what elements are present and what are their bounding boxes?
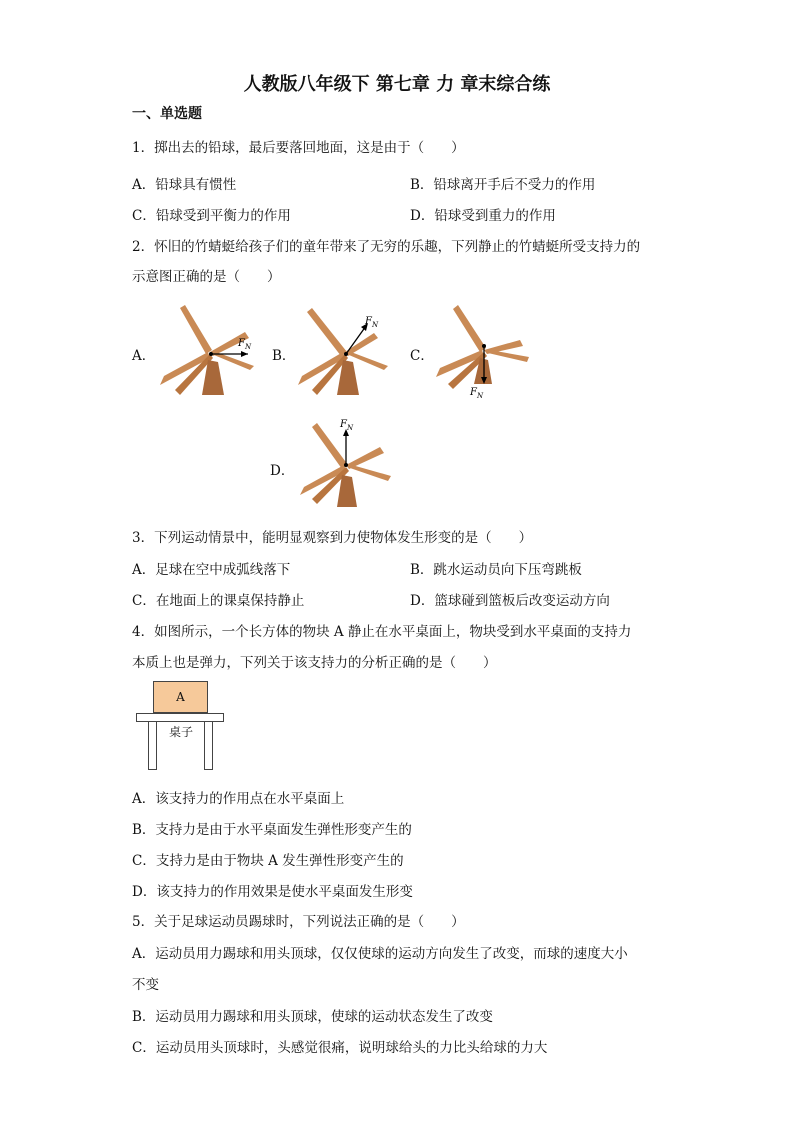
q3-option-c: C．在地面上的课桌保持静止 [132, 593, 305, 609]
dragonfly-figure-d [292, 415, 412, 515]
q1-option-a: A．铅球具有惯性 [132, 177, 237, 193]
q5-option-c: C．运动员用头顶球时，头感觉很痛，说明球给头的力比头给球的力大 [132, 1040, 548, 1056]
q2-stem-line2: 示意图正确的是（ ） [132, 269, 281, 285]
q2-option-d-label: D． [270, 463, 295, 479]
q4-stem-line1: 4．如图所示，一个长方体的物块 A 静止在水平桌面上，物块受到水平桌面的支持力 [132, 624, 632, 640]
q1-option-d: D．铅球受到重力的作用 [410, 208, 556, 224]
q2-option-c-label: C． [410, 348, 434, 364]
dragonfly-figure-c [430, 300, 550, 410]
q4-option-a: A．该支持力的作用点在水平桌面上 [132, 791, 345, 807]
table-leg-right [204, 722, 213, 770]
q5-option-a-line1: A．运动员用力踢球和用头顶球，仅仅使球的运动方向发生了改变，而球的速度大小 [132, 946, 628, 962]
q5-stem: 5．关于足球运动员踢球时，下列说法正确的是（ ） [132, 914, 465, 930]
q2-stem-line1: 2．怀旧的竹蜻蜓给孩子们的童年带来了无穷的乐趣，下列静止的竹蜻蜓所受支持力的 [132, 239, 641, 255]
q2-option-b-label: B． [272, 348, 296, 364]
q4-option-b: B．支持力是由于水平桌面发生弹性形变产生的 [132, 822, 412, 838]
force-label-d: $F_N$ [340, 419, 354, 432]
q3-option-a: A．足球在空中成弧线落下 [132, 562, 291, 578]
force-label-a: $F_N$ [238, 338, 252, 351]
q4-option-c: C．支持力是由于物块 A 发生弹性形变产生的 [132, 853, 404, 869]
q3-stem: 3．下列运动情景中，能明显观察到力使物体发生形变的是（ ） [132, 530, 533, 546]
section-heading: 一、单选题 [132, 106, 202, 122]
bamboo-dragonfly-icon [160, 305, 254, 395]
block-a: A [153, 681, 208, 713]
q1-option-b: B．铅球离开手后不受力的作用 [410, 177, 596, 193]
dragonfly-figure-b [292, 300, 412, 410]
q4-option-d: D．该支持力的作用效果是使水平桌面发生形变 [132, 884, 413, 900]
block-on-table-figure [136, 681, 228, 773]
dragonfly-figure-a [150, 300, 270, 410]
q1-option-c: C．铅球受到平衡力的作用 [132, 208, 291, 224]
page-title: 人教版八年级下 第七章 力 章末综合练 [243, 74, 551, 95]
force-label-c: $F_N$ [470, 387, 484, 400]
q5-option-a-line2: 不变 [132, 977, 159, 993]
q2-option-a-label: A． [132, 348, 156, 364]
q3-option-d: D．篮球碰到篮板后改变运动方向 [410, 593, 610, 609]
q5-option-b: B．运动员用力踢球和用头顶球，使球的运动状态发生了改变 [132, 1009, 493, 1025]
q1-stem: 1．掷出去的铅球，最后要落回地面，这是由于（ ） [132, 140, 465, 156]
q4-stem-line2: 本质上也是弹力，下列关于该支持力的分析正确的是（ ） [132, 655, 497, 671]
table-top [136, 713, 224, 722]
table-leg-left [148, 722, 157, 770]
force-label-b: $F_N$ [365, 316, 379, 329]
table-label: 桌子 [168, 725, 193, 739]
q3-option-b: B．跳水运动员向下压弯跳板 [410, 562, 582, 578]
